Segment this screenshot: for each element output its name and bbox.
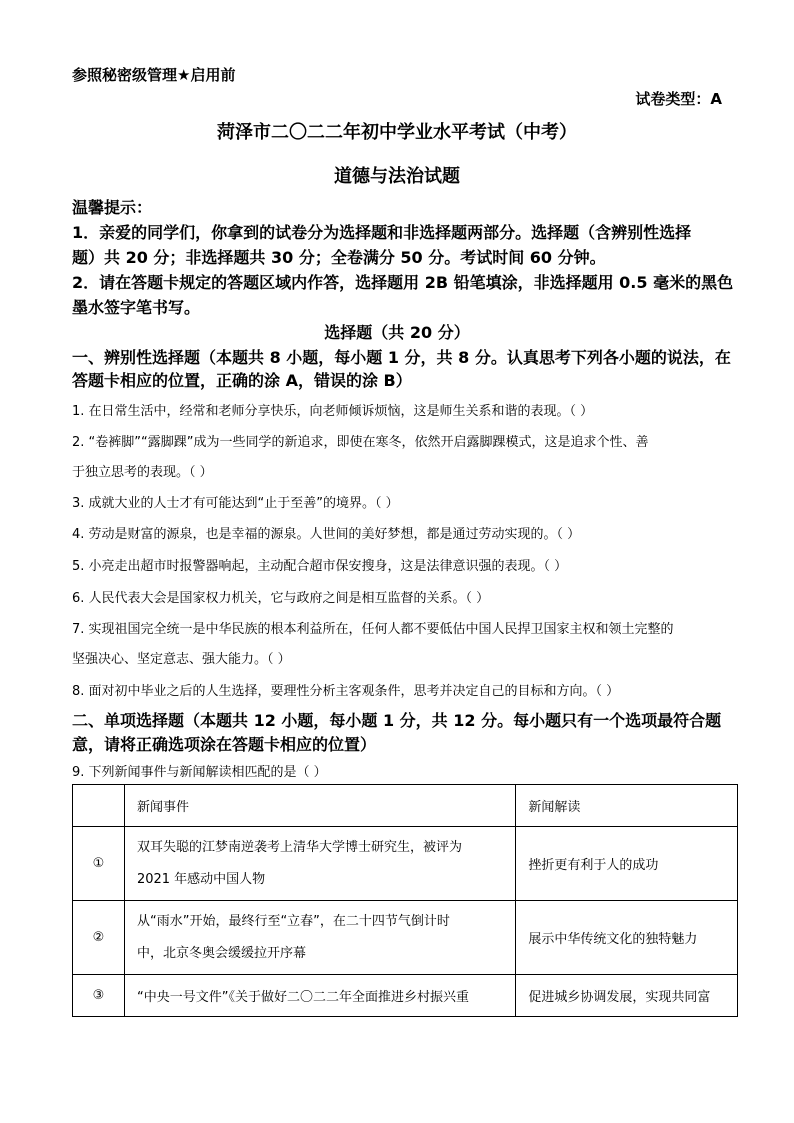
table-header-cell: 新闻事件: [124, 785, 515, 827]
question-7-line-2: 坚强决心、坚定意志、强大能力。（ ）: [72, 652, 291, 667]
table-row: [73, 901, 738, 975]
question-2-line-2: 于独立思考的表现。（ ）: [72, 465, 213, 480]
question-1: 1. 在日常生活中，经常和老师分享快乐，向老师倾诉烦恼，这是师生关系和谐的表现。（ ）: [72, 404, 594, 419]
news-reading-cell: 挫折更有利于人的成功: [516, 827, 738, 901]
question-4: 4. 劳动是财富的源泉，也是幸福的源泉。人世间的美好梦想，都是通过劳动实现的。（ ）: [72, 527, 581, 542]
question-9: 9. 下列新闻事件与新闻解读相匹配的是（ ）: [72, 765, 327, 780]
exam-subtitle: 道德与法治试题: [334, 166, 460, 187]
question-3: 3. 成就大业的人士才有可能达到“止于至善”的境界。（ ）: [72, 496, 399, 511]
confidentiality-label: 参照秘密级管理★启用前: [72, 66, 236, 84]
table-row: [73, 827, 738, 901]
table-row: [73, 975, 738, 1017]
part2-heading-line-1: 二、单项选择题（本题共 12 小题，每小题 1 分，共 12 分。每小题只有一个选项最符合题: [72, 711, 722, 730]
question-5: 5. 小亮走出超市时报警器响起，主动配合超市保安搜身，这是法律意识强的表现。（ ）: [72, 559, 568, 574]
news-event-cell: [124, 827, 515, 901]
tip-2-line-2: 墨水签字笔书写。: [72, 298, 201, 317]
row-number: ③: [73, 975, 125, 1017]
news-event-cell: [124, 901, 515, 975]
news-event-line: 中，北京冬奥会缓缓拉开序幕: [136, 945, 306, 961]
row-number: ①: [73, 827, 125, 901]
news-event-line: 从“雨水”开始，最终行至“立春”，在二十四节气倒计时: [136, 913, 450, 929]
news-event-line: 双耳失聪的江梦南逆袭考上清华大学博士研究生，被评为: [136, 839, 462, 855]
exam-title: 菏泽市二〇二二年初中学业水平考试（中考）: [217, 122, 577, 143]
question-2-line-1: 2. “卷裤脚”“露脚踝”成为一些同学的新追求，即使在寒冬，依然开启露脚踝模式，这是追求个性、善: [72, 435, 649, 450]
news-event-cell: “中央一号文件”《关于做好二〇二二年全面推进乡村振兴重: [124, 975, 515, 1017]
section-heading-choice: 选择题（共 20 分）: [324, 323, 470, 342]
question-8: 8. 面对初中毕业之后的人生选择，要理性分析主客观条件，思考并决定自己的目标和方向。（ ）: [72, 684, 620, 699]
table-header-row: [73, 785, 738, 827]
news-event-line: 2021 年感动中国人物: [136, 871, 266, 887]
part1-heading-line-2: 答题卡相应的位置，正确的涂 A，错误的涂 B）: [72, 371, 412, 390]
tip-1-line-2: 题）共 20 分；非选择题共 30 分；全卷满分 50 分。考试时间 60 分钟。: [72, 248, 606, 267]
question-6: 6. 人民代表大会是国家权力机关，它与政府之间是相互监督的关系。（ ）: [72, 591, 490, 606]
tip-2-line-1: 2．请在答题卡规定的答题区域内作答，选择题用 2B 铅笔填涂，非选择题用 0.5 毫米的黑色: [72, 273, 734, 292]
table-header-cell: [73, 785, 125, 827]
news-reading-cell: 促进城乡协调发展，实现共同富: [516, 975, 738, 1017]
question-7-line-1: 7. 实现祖国完全统一是中华民族的根本利益所在，任何人都不要低估中国人民捍卫国家主权和领土完整的: [72, 622, 674, 637]
tip-1-line-1: 1．亲爱的同学们，你拿到的试卷分为选择题和非选择题两部分。选择题（含辨别性选择: [72, 223, 692, 242]
paper-type-label: 试卷类型：A: [635, 90, 722, 108]
part2-heading-line-2: 意，请将正确选项涂在答题卡相应的位置）: [72, 735, 377, 754]
row-number: ②: [73, 901, 125, 975]
news-table: [72, 784, 738, 1017]
tips-heading: 温馨提示：: [72, 198, 153, 217]
part1-heading-line-1: 一、辨别性选择题（本题共 8 小题，每小题 1 分，共 8 分。认真思考下列各小题的说法，在: [72, 348, 731, 367]
table-header-cell: 新闻解读: [516, 785, 738, 827]
news-reading-cell: 展示中华传统文化的独特魅力: [516, 901, 738, 975]
